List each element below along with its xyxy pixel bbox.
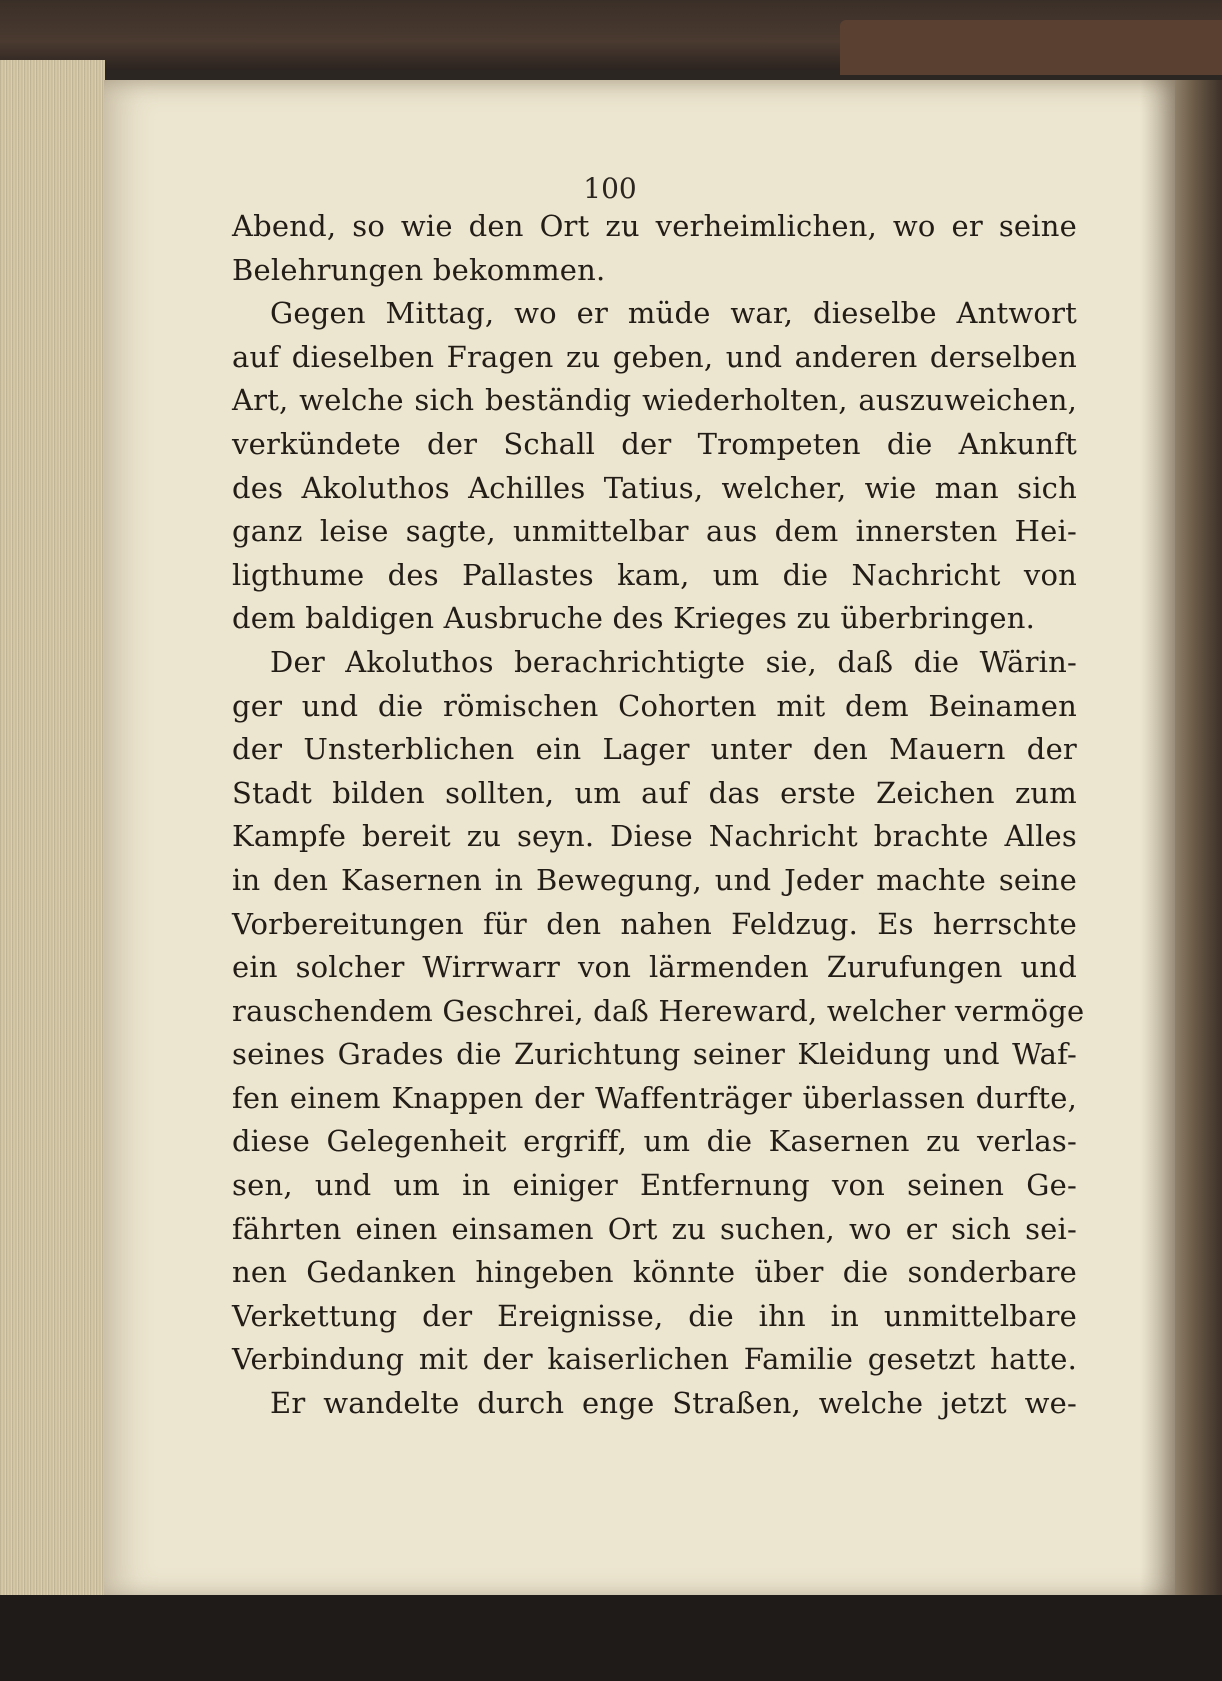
text-line: Gegen Mittag, wo er müde war, dieselbe Antwort [270,296,1077,331]
text-line: ligthume des Pallastes kam, um die Nachricht von [232,557,1077,592]
text-line: verkündete der Schall der Trompeten die Ankunft [232,426,1077,461]
text-line: fährten einen einsamen Ort zu suchen, wo er sich sei- [232,1211,1077,1246]
text-line: nen Gedanken hingeben könnte über die sonderbare [232,1255,1077,1290]
text-line: sen, und um in einiger Entfernung von seinen Ge- [232,1168,1077,1203]
text-line: Art, welche sich beständig wiederholten, auszuweichen, [232,383,1077,418]
text-line: dem baldigen Ausbruche des Krieges zu überbringen. [232,601,1035,636]
text-line: Belehrungen bekommen. [232,252,606,287]
text-line: seines Grades die Zurichtung seiner Kleidung und Waf- [232,1037,1077,1072]
text-line: Der Akoluthos berachrichtigte sie, daß die Wärin- [270,644,1077,679]
text-line: Abend, so wie den Ort zu verheimlichen, wo er seine [232,209,1077,243]
leather-strap [840,20,1222,75]
text-line: Stadt bilden sollten, um auf das erste Zeichen zum [232,775,1077,810]
text-line: in den Kasernen in Bewegung, und Jeder machte seine [232,862,1077,897]
text-line: Vorbereitungen für den nahen Feldzug. Es herrschte [232,906,1077,941]
body-text [232,205,1085,1426]
text-line: Kampfe bereit zu seyn. Diese Nachricht brachte Alles [232,819,1077,854]
text-line: ganz leise sagte, unmittelbar aus dem innersten Hei- [232,514,1077,549]
text-line: fen einem Knappen der Waffenträger überlassen durfte, [232,1080,1077,1115]
page-number: 100 [583,172,637,205]
book-binding-right [1175,80,1222,1600]
text-line: rauschendem Geschrei, daß Hereward, welcher vermöge [232,993,1085,1028]
gutter-shadow [1140,80,1180,1600]
text-line: ger und die römischen Cohorten mit dem Beinamen [232,688,1077,723]
page-edges-left [0,60,105,1600]
text-line: des Akoluthos Achilles Tatius, welcher, wie man sich [232,470,1077,505]
text-line: diese Gelegenheit ergriff, um die Kasernen zu verlas- [232,1124,1077,1159]
background-bottom [0,1595,1222,1681]
text-line: Verbindung mit der kaiserlichen Familie gesetzt hatte. [232,1342,1077,1377]
text-line: Verkettung der Ereignisse, die ihn in unmittelbare [232,1298,1077,1333]
text-line: der Unsterblichen ein Lager unter den Mauern der [232,732,1077,767]
text-line: ein solcher Wirrwarr von lärmenden Zurufungen und [232,950,1077,985]
text-line: Er wandelte durch enge Straßen, welche jetzt we- [270,1386,1077,1421]
text-line: auf dieselben Fragen zu geben, und anderen derselben [232,339,1077,374]
